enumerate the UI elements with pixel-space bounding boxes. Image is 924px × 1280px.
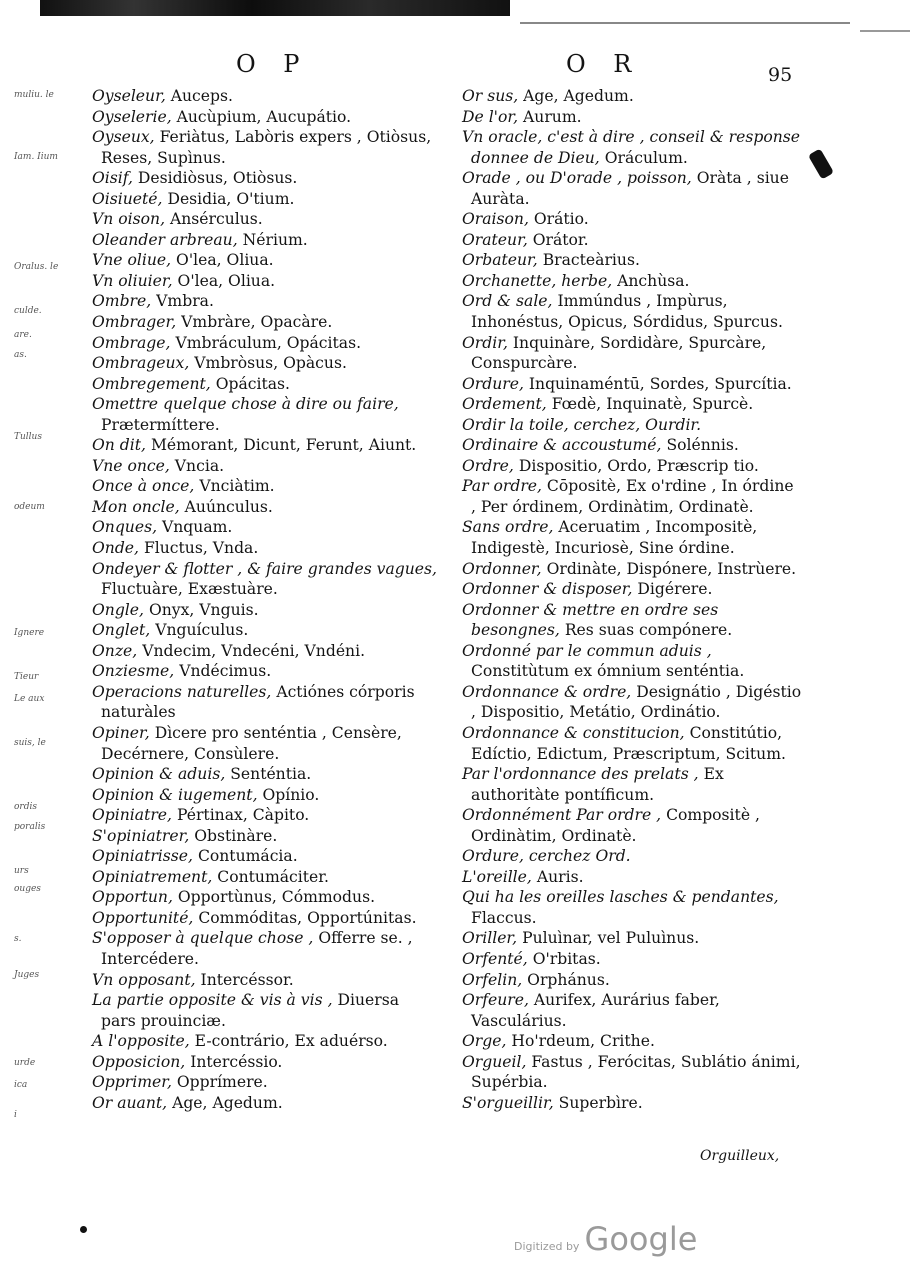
french-term: Onques, <box>92 518 158 537</box>
latin-gloss: Desidiòsus, Otiòsus. <box>132 169 298 188</box>
latin-gloss: Vmbra. <box>151 292 214 311</box>
entry <box>462 600 802 641</box>
entry <box>92 209 437 230</box>
latin-gloss: Vndecim, Vndecéni, Vndéni. <box>137 641 366 660</box>
entry <box>462 107 802 128</box>
latin-gloss: Ex authoritàte pontíficum. <box>471 765 724 804</box>
margin-note: culde. <box>14 306 42 316</box>
entry <box>462 271 802 292</box>
entry <box>462 86 802 107</box>
entry <box>462 887 802 928</box>
french-term: Ombrageux, <box>92 354 190 373</box>
entry <box>92 476 437 497</box>
french-term: Oisif, <box>92 169 133 188</box>
french-term: Oyseux, <box>92 128 155 147</box>
entry <box>462 291 802 332</box>
latin-gloss: O'lea, Oliua. <box>172 271 276 290</box>
latin-gloss: Actiónes córporis naturàles <box>101 682 415 722</box>
entry <box>462 990 802 1031</box>
latin-gloss: O'lea, Oliua. <box>171 251 274 270</box>
latin-gloss: Compositè , Ordinàtim, Ordinatè. <box>471 806 760 845</box>
entry <box>462 970 802 991</box>
french-term: Opposicion, <box>92 1052 186 1071</box>
french-term: Or auant, <box>92 1093 168 1112</box>
ink-blot <box>808 148 834 179</box>
french-term: Oisiueté, <box>92 189 163 208</box>
entry <box>92 1093 437 1114</box>
french-term: Opportunité, <box>92 908 194 927</box>
french-term: Qui ha les oreilles lasches & pendantes, <box>462 888 779 907</box>
top-rule <box>520 22 850 24</box>
french-term: Orateur, <box>462 230 528 249</box>
french-term: Ordinaire & accoustumé, <box>462 436 662 455</box>
french-term: Onziesme, <box>92 662 175 681</box>
entry <box>462 805 802 846</box>
french-term: De l'or, <box>462 107 519 126</box>
french-term: Ordir, <box>462 333 508 352</box>
entry <box>92 250 437 271</box>
entry <box>92 846 437 867</box>
latin-gloss: Bracteàrius. <box>537 251 640 270</box>
entry <box>462 949 802 970</box>
latin-gloss: Ho'rdeum, Crithe. <box>506 1032 655 1051</box>
latin-gloss: Contumácia. <box>192 847 298 866</box>
french-term: Ordement, <box>462 395 547 414</box>
entry <box>462 127 802 168</box>
entry <box>92 312 437 333</box>
entry <box>92 189 437 210</box>
entry <box>462 333 802 374</box>
french-term: Ombregement, <box>92 374 211 393</box>
latin-gloss: Onyx, Vnguis. <box>143 600 259 619</box>
french-term: Once à once, <box>92 477 195 496</box>
french-term: Opiniatre, <box>92 806 172 825</box>
french-term: Sans ordre, <box>462 518 554 537</box>
margin-note: Oralus. le <box>14 262 59 272</box>
entry <box>92 908 437 929</box>
latin-gloss: Age, Agedum. <box>518 87 634 105</box>
latin-gloss: Res suas compónere. <box>559 621 733 640</box>
french-term: L'oreille, <box>462 867 532 886</box>
french-term: Operacions naturelles, <box>92 682 272 701</box>
french-term: Vn oracle, c'est à dire , conseil & response donnee de Dieu, <box>462 128 801 167</box>
entry <box>92 723 437 764</box>
margin-note: Iam. Iium <box>14 152 58 162</box>
running-head-right: O R <box>566 50 642 78</box>
french-term: Orade , ou D'orade , poisson, <box>462 169 692 188</box>
margin-note: odeum <box>14 502 45 512</box>
french-term: Or sus, <box>462 87 519 105</box>
digitized-watermark <box>514 1220 697 1258</box>
entry <box>462 764 802 805</box>
french-term: Ordre, <box>462 456 514 475</box>
entry <box>92 1052 437 1073</box>
entry <box>92 600 437 621</box>
entry <box>92 805 437 826</box>
french-term: S'opiniatrer, <box>92 826 190 845</box>
entry <box>92 826 437 847</box>
latin-gloss: Orátio. <box>528 210 589 229</box>
entry <box>462 209 802 230</box>
margin-note: poralis <box>14 822 46 832</box>
french-term: Onglet, <box>92 621 151 640</box>
french-term: Orgueil, <box>462 1052 527 1071</box>
margin-note: Le aux <box>14 694 45 704</box>
entry <box>462 374 802 395</box>
french-term: Ombrager, <box>92 313 177 332</box>
entry <box>92 127 437 168</box>
entry <box>462 928 802 949</box>
latin-gloss: Senténtia. <box>225 765 312 784</box>
entry <box>92 867 437 888</box>
latin-gloss: Diuersa pars prouinciæ. <box>101 991 400 1030</box>
latin-gloss: Commóditas, Opportúnitas. <box>193 908 417 927</box>
google-logo: Google <box>584 1220 698 1258</box>
latin-gloss: Vmbráculum, Opácitas. <box>170 333 362 352</box>
entry <box>462 415 802 436</box>
entry <box>462 1031 802 1052</box>
margin-note: muliu. le <box>14 90 54 100</box>
french-term: Opinion & iugement, <box>92 785 258 804</box>
entry <box>92 1072 437 1093</box>
entry <box>462 579 802 600</box>
entry <box>92 271 437 292</box>
french-term: Ongle, <box>92 600 144 619</box>
entry <box>462 168 802 209</box>
latin-gloss: Inquinàre, Sordidàre, Spurcàre, Conspurcàre. <box>471 333 767 373</box>
entry <box>92 497 437 518</box>
entry <box>92 168 437 189</box>
latin-gloss: Obstinàre. <box>189 826 278 845</box>
latin-gloss: Digérere. <box>632 580 713 599</box>
entry <box>462 1093 802 1114</box>
margin-note: Ignere <box>14 628 45 638</box>
latin-gloss: Puluìnar, vel Puluìnus. <box>517 929 700 948</box>
latin-gloss: Intercéssor. <box>195 970 294 989</box>
french-term: Oyselerie, <box>92 107 172 126</box>
entry <box>462 867 802 888</box>
entry <box>92 374 437 395</box>
entry <box>92 517 437 538</box>
latin-gloss: Superbìre. <box>553 1093 643 1112</box>
margin-note: Juges <box>14 970 40 980</box>
latin-gloss: Nérium. <box>237 230 308 249</box>
french-term: Ondeyer & flotter , & faire grandes vagues, <box>92 559 437 578</box>
french-term: Orchanette, herbe, <box>462 271 613 290</box>
french-term: Oriller, <box>462 929 518 948</box>
latin-gloss: Vnciàtim. <box>194 477 275 496</box>
entry <box>92 928 437 969</box>
latin-gloss: Opprímere. <box>171 1073 268 1092</box>
latin-gloss: Fœdè, Inquinatè, Spurcè. <box>546 395 754 414</box>
latin-gloss: Pértinax, Càpito. <box>172 806 310 825</box>
entry <box>462 641 802 682</box>
margin-note: ouges <box>14 884 41 894</box>
latin-gloss: Mémorant, Dicunt, Ferunt, Aiunt. <box>145 436 417 455</box>
margin-note: i <box>14 1110 17 1120</box>
top-scan-border <box>40 0 510 16</box>
french-term: S'opposer à quelque chose , <box>92 929 314 948</box>
latin-gloss: Dispositio, Ordo, Præscrip tio. <box>513 456 759 475</box>
latin-gloss: O'rbitas. <box>527 949 601 968</box>
entry <box>462 846 802 867</box>
entry <box>462 456 802 477</box>
margin-note: ica <box>14 1080 28 1090</box>
latin-gloss: Oràta , siue Auràta. <box>471 169 789 208</box>
digitized-prefix: Digitized by <box>514 1240 580 1253</box>
french-term: Opprimer, <box>92 1073 172 1092</box>
margin-note: Tieur <box>14 672 39 682</box>
entry <box>462 230 802 251</box>
french-term: Vn oison, <box>92 210 166 229</box>
french-term: Orfelin, <box>462 970 523 989</box>
french-term: Vne oliue, <box>92 251 172 270</box>
entry <box>92 1031 437 1052</box>
page-number: 95 <box>768 64 793 86</box>
right-column <box>462 86 802 1113</box>
latin-gloss: Oráculum. <box>599 148 688 167</box>
latin-gloss: Vncia. <box>169 456 225 475</box>
margin-note: suis, le <box>14 738 46 748</box>
latin-gloss: Vnquam. <box>157 518 233 537</box>
margin-note: urs <box>14 866 29 876</box>
entry <box>462 517 802 558</box>
entry <box>92 353 437 374</box>
entry <box>92 764 437 785</box>
latin-gloss: Age, Agedum. <box>167 1093 283 1112</box>
french-term: On dit, <box>92 436 146 455</box>
catchword: Orguilleux, <box>700 1148 780 1164</box>
margin-note: Tullus <box>14 432 42 442</box>
latin-gloss: Immúndus , Impùrus, Inhonéstus, Opicus, Sórdidus, Spurcus. <box>471 292 783 332</box>
french-term: Opinion & aduis, <box>92 765 226 784</box>
french-term: Ordonner, <box>462 559 542 578</box>
latin-gloss: Orátor. <box>527 230 589 249</box>
french-term: La partie opposite & vis à vis , <box>92 991 333 1010</box>
entry <box>92 620 437 641</box>
entry <box>92 641 437 662</box>
latin-gloss: Feriàtus, Labòris expers , Otiòsus, Reses, Supìnus. <box>101 128 432 167</box>
french-term: Orbateur, <box>462 251 538 270</box>
french-term: Oyseleur, <box>92 87 166 105</box>
french-term: Ordonnance & ordre, <box>462 682 632 701</box>
latin-gloss: Vmbròsus, Opàcus. <box>189 354 347 373</box>
latin-gloss: Opínio. <box>257 785 320 804</box>
entry <box>92 559 437 600</box>
latin-gloss: Contumáciter. <box>212 867 329 886</box>
french-term: Opiniatrisse, <box>92 847 193 866</box>
latin-gloss: Fluctuàre, Exæstuàre. <box>101 580 278 599</box>
french-term: Ordonner & mettre en ordre ses besongnes, <box>462 600 719 640</box>
latin-gloss: Offerre se. , Intercédere. <box>101 929 413 968</box>
latin-gloss: Anchùsa. <box>612 271 690 290</box>
margin-note: ordis <box>14 802 37 812</box>
top-rule-end <box>860 30 910 32</box>
entry <box>92 107 437 128</box>
entry <box>462 476 802 517</box>
french-term: Opiniatrement, <box>92 867 213 886</box>
entry <box>92 394 437 435</box>
entry <box>462 559 802 580</box>
margin-note: urde <box>14 1058 36 1068</box>
entry <box>92 333 437 354</box>
latin-gloss: Vndécimus. <box>174 662 272 681</box>
latin-gloss: Ordinàte, Dispónere, Instrùere. <box>541 559 797 578</box>
french-term: S'orgueillir, <box>462 1093 554 1112</box>
entry <box>92 86 437 107</box>
latin-gloss: Fastus , Ferócitas, Sublátio ánimi, Supérbia. <box>471 1052 801 1092</box>
latin-gloss: Vnguículus. <box>150 621 249 640</box>
entry <box>92 970 437 991</box>
latin-gloss: Opácitas. <box>210 374 290 393</box>
entry <box>462 723 802 764</box>
latin-gloss: Desidia, O'tium. <box>162 189 295 208</box>
latin-gloss: Cōpositè, Ex o'rdine , In órdine , Per órdinem, Ordinàtim, Ordinatè. <box>471 477 794 516</box>
french-term: Orfeure, <box>462 991 529 1010</box>
entry <box>462 1052 802 1093</box>
entry <box>92 456 437 477</box>
french-term: Onde, <box>92 539 139 558</box>
latin-gloss: Fluctus, Vnda. <box>139 539 259 558</box>
margin-note: as. <box>14 350 27 360</box>
entry <box>462 435 802 456</box>
entry <box>92 887 437 908</box>
entry <box>92 538 437 559</box>
latin-gloss: Orphánus. <box>522 970 610 989</box>
margin-note: are. <box>14 330 32 340</box>
french-term: Mon oncle, <box>92 497 180 516</box>
latin-gloss: Ansérculus. <box>165 210 263 229</box>
entry <box>462 394 802 415</box>
latin-gloss: Inquinaméntū, Sordes, Spurcítia. <box>523 374 792 393</box>
french-term: Onze, <box>92 641 138 660</box>
latin-gloss: Aurifex, Aurárius faber, Vasculárius. <box>471 991 720 1030</box>
entry <box>92 435 437 456</box>
latin-gloss: Auceps. <box>165 87 233 105</box>
french-term: Opportun, <box>92 888 173 907</box>
latin-gloss: Opportùnus, Cómmodus. <box>172 888 376 907</box>
latin-gloss: Intercéssio. <box>185 1052 283 1071</box>
french-term: Ombre, <box>92 292 152 311</box>
latin-gloss: Auúnculus. <box>179 497 273 516</box>
french-term: Ordure, cerchez Ord. <box>462 847 631 866</box>
latin-gloss: Aceruatim , Incompositè, Indigestè, Incuriosè, Sine órdine. <box>471 518 758 558</box>
latin-gloss: Prætermíttere. <box>101 415 220 434</box>
french-term: Oraison, <box>462 210 529 229</box>
latin-gloss: Designátio , Digéstio , Dispositio, Metátio, Ordinátio. <box>471 682 802 722</box>
entry <box>92 291 437 312</box>
latin-gloss: Auris. <box>531 867 584 886</box>
entry <box>462 682 802 723</box>
entry <box>92 661 437 682</box>
latin-gloss: Aurum. <box>518 107 582 126</box>
french-term: Omettre quelque chose à dire ou faire, <box>92 395 399 414</box>
french-term: Orfenté, <box>462 949 528 968</box>
french-term: Vne once, <box>92 456 170 475</box>
french-term: A l'opposite, <box>92 1032 190 1051</box>
latin-gloss: Aucùpium, Aucupátio. <box>171 107 352 126</box>
french-term: Par l'ordonnance des prelats , <box>462 765 699 784</box>
entry <box>92 785 437 806</box>
french-term: Vn opposant, <box>92 970 196 989</box>
french-term: Ordonner & disposer, <box>462 580 633 599</box>
latin-gloss: Flaccus. <box>471 908 537 927</box>
latin-gloss: Dìcere pro senténtia , Censère, Decérnere, Consùlere. <box>101 723 402 763</box>
entry <box>92 230 437 251</box>
french-term: Orge, <box>462 1032 507 1051</box>
latin-gloss: Constitùtum ex ómnium senténtia. <box>471 662 745 681</box>
entry <box>92 990 437 1031</box>
margin-note: s. <box>14 934 22 944</box>
french-term: Ordir la toile, cerchez, Ourdir. <box>462 415 702 434</box>
ink-dot <box>80 1226 87 1233</box>
entry <box>92 682 437 723</box>
latin-gloss: Constitútio, Edíctio, Edictum, Præscriptum, Scitum. <box>471 723 786 763</box>
french-term: Oleander arbreau, <box>92 230 238 249</box>
french-term: Ombrage, <box>92 333 171 352</box>
french-term: Ordonnément Par ordre , <box>462 806 662 825</box>
french-term: Vn oliuier, <box>92 271 173 290</box>
french-term: Ordonnance & constitucion, <box>462 723 685 742</box>
french-term: Par ordre, <box>462 477 542 496</box>
latin-gloss: Vmbràre, Opacàre. <box>176 313 333 332</box>
french-term: Opiner, <box>92 723 150 742</box>
entry <box>462 250 802 271</box>
latin-gloss: Solénnis. <box>661 436 739 455</box>
running-head-left: O P <box>236 50 310 78</box>
french-term: Ordonné par le commun aduis , <box>462 641 712 660</box>
left-column <box>92 86 437 1113</box>
french-term: Ordure, <box>462 374 524 393</box>
latin-gloss: E-contrário, Ex aduérso. <box>189 1032 388 1051</box>
french-term: Ord & sale, <box>462 292 553 311</box>
